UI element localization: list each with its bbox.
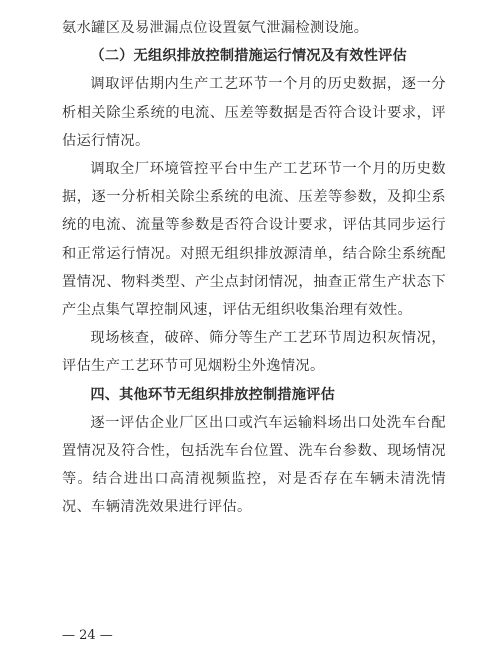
paragraph-platform-data: 调取全厂环境管控平台中生产工艺环节一个月的历史数据，逐一分析相关除尘系统的电流、压差等参数，及抑尘系统的电流、流量等参数是否符合设计要求，评估其同步运行和正常运行情况。对照无组织排放源清单，结合除尘系统配置情况、物料类型、产尘点封闭情况，抽查正常生产状态下产尘点集气罩控制风速，评估无组织收集治理有效性。 (62, 161, 446, 319)
paragraph-site-check: 现场核查，破碎、筛分等生产工艺环节周边积灰情况，评估生产工艺环节可见烟粉尘外逸情况。 (62, 330, 446, 375)
paragraph-history-data: 调取评估期内生产工艺环节一个月的历史数据，逐一分析相关除尘系统的电流、压差等数据是否符合设计要求，评估运行情况。 (62, 76, 446, 149)
page-number: — 24 — (62, 628, 113, 643)
section-heading-4: 四、其他环节无组织排放控制措施评估 (90, 386, 335, 403)
document-body (62, 14, 446, 522)
section-heading-2: （二）无组织排放控制措施运行情况及有效性评估 (90, 48, 407, 65)
paragraph-car-wash: 逐一评估企业厂区出口或汽车运输料场出口处洗车台配置情况及符合性，包括洗车台位置、洗车台参数、现场情况等。结合进出口高清视频监控，对是否存在车辆未清洗情况、车辆清洗效果进行评估。 (62, 414, 446, 516)
paragraph-continuation: 氨水罐区及易泄漏点位设置氨气泄漏检测设施。 (62, 20, 369, 36)
